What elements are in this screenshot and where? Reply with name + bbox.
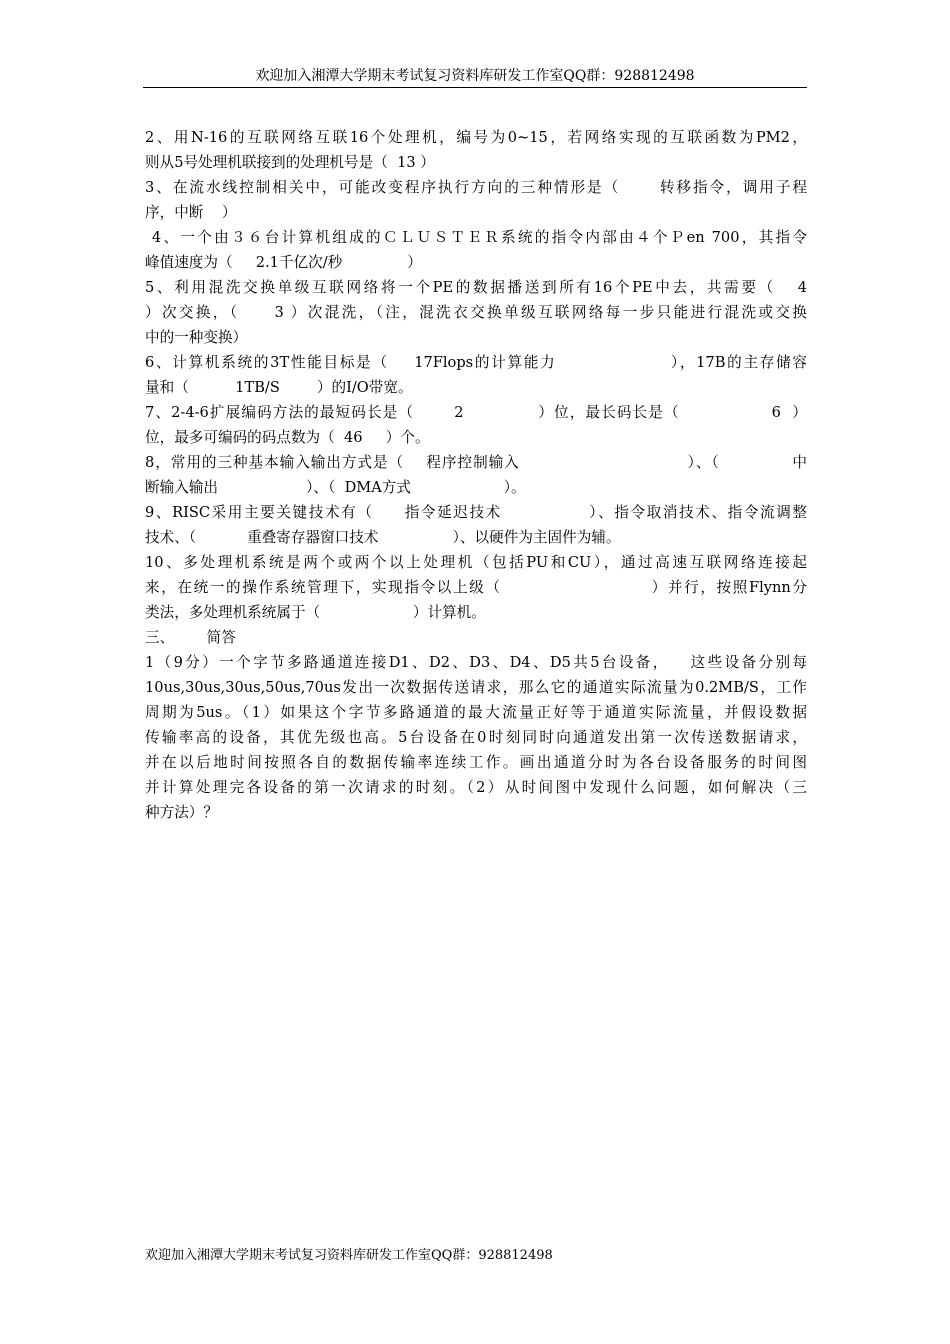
text-line: 序，中断 ） [145,204,237,221]
text-line: 7、2-4-6扩展编码方法的最短码长是（ 2 ）位，最长码长是（ 6 ） [145,404,807,421]
text-line: 类法，多处理机系统属于（ ）计算机。 [145,604,486,621]
text-line: 中的一种变换） [145,329,248,346]
text-line: 4、一个由３６台计算机组成的ＣＬＵＳＴＥＲ系统的指令内部由４个Ｐen 700，其指令 [145,229,807,246]
text-line: 1（9分）一个字节多路通道连接D1、D2、D3、D4、D5共5台设备， 这些设备分别每 [145,654,807,671]
header-divider [143,87,807,88]
section-heading: 三、 简答 [145,629,236,646]
text-line: 断输入输出 ）、（ DMA方式 ）。 [145,479,526,496]
text-line: 量和（ 1TB/S ）的I/O带宽。 [145,379,413,396]
text-line: 并在以后地时间按照各自的数据传输率连续工作。画出通道分时为各台设备服务的时间图 [145,754,807,771]
text-line: 9、RISC采用主要关键技术有（ 指令延迟技术 ）、指令取消技术、指令流调整 [145,504,807,521]
text-line: 5、利用混洗交换单级互联网络将一个PE的数据播送到所有16个PE中去，共需要（ 4 [145,279,807,296]
text-line: 技术、（ 重叠寄存器窗口技术 ）、以硬件为主固件为辅。 [145,529,621,546]
page-header: 欢迎加入湘潭大学期末考试复习资料库研发工作室QQ群：928812498 [255,68,695,84]
text-line: 6、计算机系统的3T性能目标是（ 17Flops的计算能力 ），17B的主存储容 [145,354,807,371]
text-line: 2、用N-16的互联网络互联16个处理机，编号为0~15，若网络实现的互联函数为PM2， [145,129,807,146]
text-line: 传输率高的设备，其优先级也高。5台设备在0时刻同时向通道发出第一次传送数据请求， [145,729,807,746]
text-line: 来，在统一的操作系统管理下，实现指令以上级（ ）并行，按照Flynn分 [145,579,807,596]
text-line: 周期为5us。（1）如果这个字节多路通道的最大流量正好等于通道实际流量，并假设数据 [145,704,807,721]
text-line: 位，最多可编码的码点数为（ 46 ）个。 [145,429,430,446]
text-line: 3、在流水线控制相关中，可能改变程序执行方向的三种情形是（ 转移指令，调用子程 [145,179,807,196]
text-line: 10、多处理机系统是两个或两个以上处理机（包括PU和CU），通过高速互联网络连接起 [145,554,807,571]
text-line: 则从5号处理机联接到的处理机号是（ 13 ） [145,154,435,171]
page-footer: 欢迎加入湘潭大学期末考试复习资料库研发工作室QQ群：928812498 [145,1248,553,1263]
text-line: 峰值速度为（ 2.1千亿次/秒 ） [145,254,422,271]
document-body [145,125,807,825]
text-line: 8，常用的三种基本输入输出方式是（ 程序控制输入 ）、（ 中 [145,454,807,471]
text-line: ）次交换，（ 3 ）次混洗，（注，混洗衣交换单级互联网络每一步只能进行混洗或交换 [145,304,807,321]
text-line: 并计算处理完各设备的第一次请求的时刻。（2）从时间图中发现什么问题，如何解决（三 [145,779,807,796]
text-line: 10us,30us,30us,50us,70us发出一次数据传送请求，那么它的通道实际流量为0.2MB/S，工作 [145,679,807,696]
text-line: 种方法）？ [145,804,218,821]
